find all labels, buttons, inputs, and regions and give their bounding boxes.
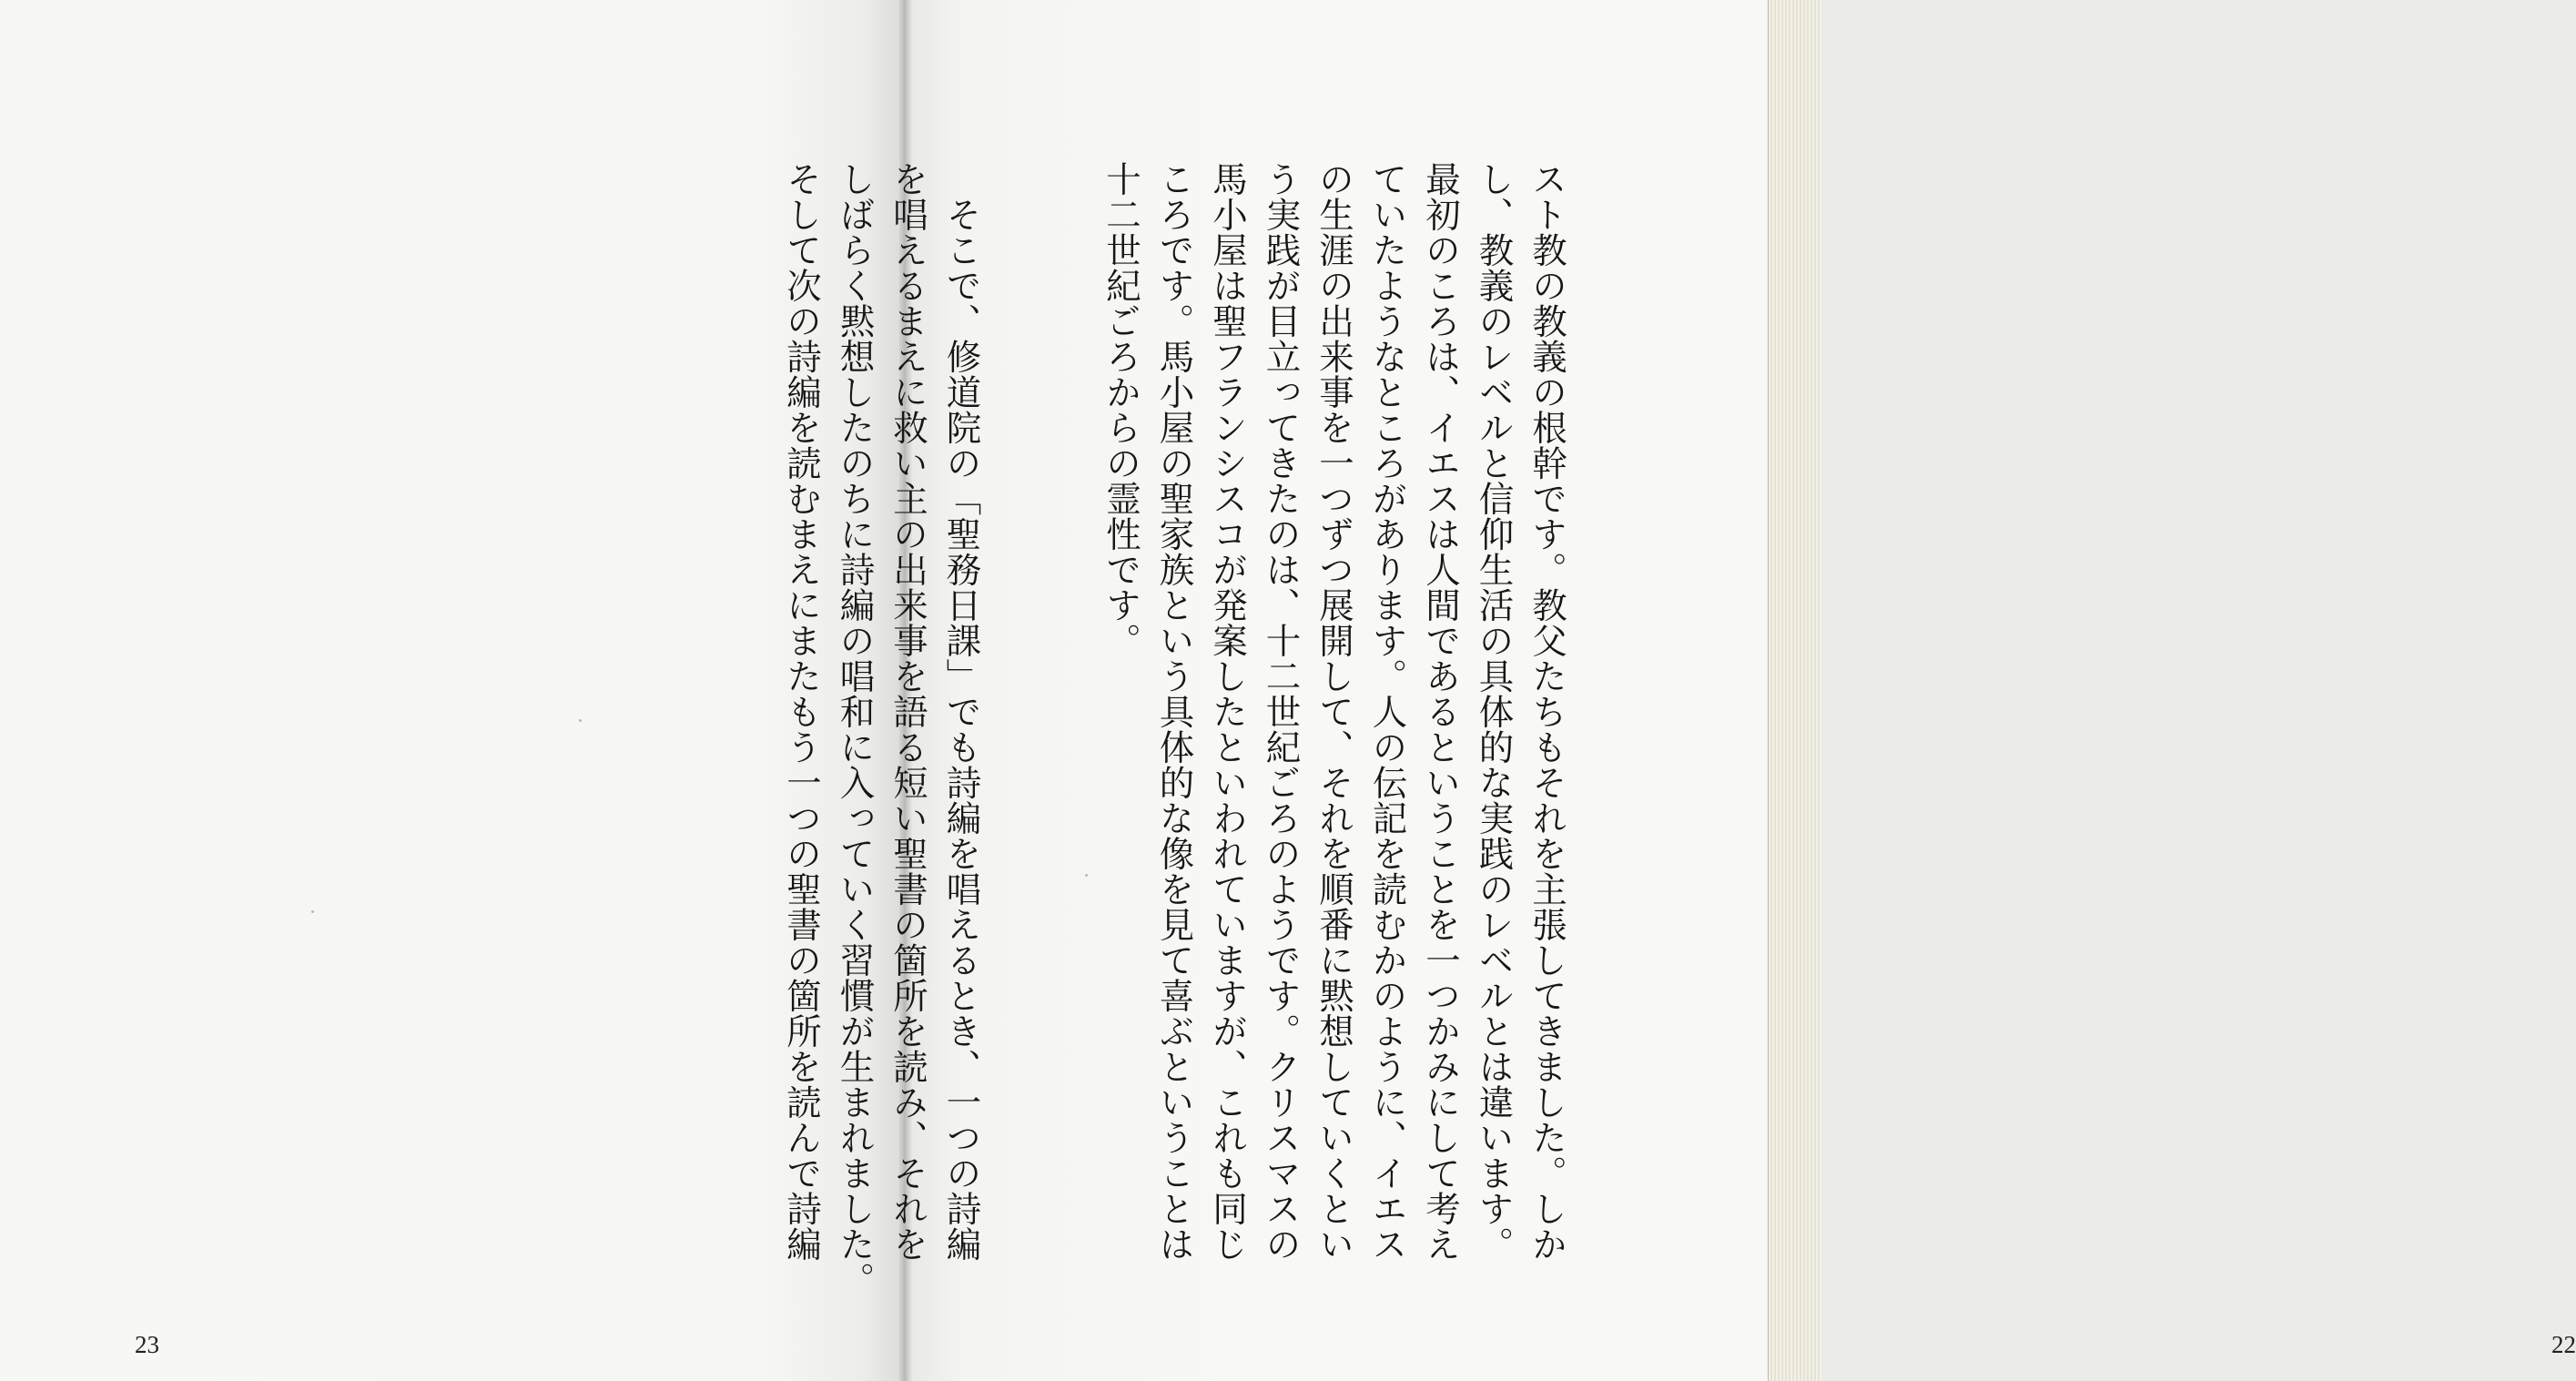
paper-speck [579, 719, 582, 722]
right-page-number: 22 [2551, 1331, 2576, 1358]
paper-speck [311, 910, 314, 913]
right-page [781, 0, 2576, 1381]
right-paragraph: スト教の教義の根幹です。教父たちもそれを主張してきました。しか し、教義のレベルと信仰生活の具体的な実践のレベルとは違います。 最初のころは、イエスは人間であるということを一つかみにして考え ていたようなところがあります。人の伝記を読むかのように、イエス の生涯の出来事を一つずつ展開して、それを順番に黙想していくとい う実践が目立ってきたのは、十二世紀ごろのようです。クリスマスの 馬小屋は聖フランシスコが発案したといわれていますが、これも同じ ころです。馬小屋の聖家族という具体的な像を見て喜ぶということは 十二世紀ごろからの霊性です。 [1100, 161, 1567, 1262]
page-edges [1768, 0, 1821, 1381]
right-paragraph: そこで、修道院の「聖務日課」でも詩編を唱えるとき、一つの詩編 を唱えるまえに救い主の出来事を語る短い聖書の箇所を読み、それを しばらく黙想したのちに詩編の唱和に入っていく習慣が生まれました。 そして次の詩編を読むまえにまたもう一つの聖書の箇所を読んで詩編 [781, 161, 982, 1297]
paper-speck [1085, 874, 1088, 877]
left-page-number: 23 [135, 1331, 159, 1358]
right-page-text [668, 161, 1680, 1297]
